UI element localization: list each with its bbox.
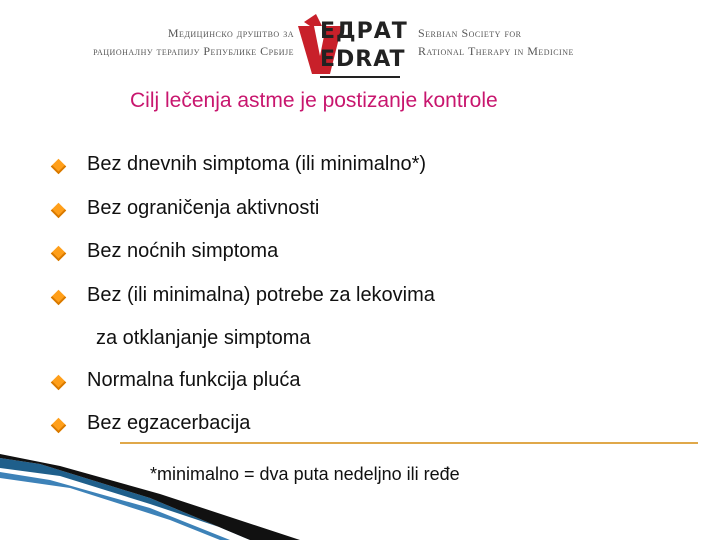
sedrat-logo <box>296 12 408 78</box>
org-name-serbian-line2: рационалну терапију Републике Србије <box>93 44 294 58</box>
bullet-item <box>50 153 670 183</box>
bullet-text: Bez ograničenja aktivnosti <box>87 197 320 219</box>
bullet-item <box>50 240 670 270</box>
org-name-serbian-line1: Медицинско друштво за <box>167 26 294 40</box>
diamond-bullet-icon <box>51 203 67 219</box>
logo-text-cyrillic: ЕДРАТ <box>320 19 408 44</box>
slide-title: Cilj lečenja astme je postizanje kontrole <box>130 89 498 112</box>
org-name-english <box>418 24 618 60</box>
bullet-text: Bez dnevnih simptoma (ili minimalno*) <box>87 153 427 175</box>
logo-text-latin: EDRAT <box>320 47 406 72</box>
divider-line <box>120 442 698 444</box>
diamond-bullet-icon <box>51 159 67 175</box>
bullet-continuation: za otklanjanje simptoma <box>96 327 311 349</box>
org-name-serbian <box>68 24 294 60</box>
diamond-bullet-icon <box>51 290 67 306</box>
bullet-text: Bez noćnih simptoma <box>87 240 279 262</box>
decorative-swoosh <box>0 448 320 540</box>
header-band <box>0 0 720 90</box>
footnote: *minimalno = dva puta nedeljno ili ređe <box>150 464 460 484</box>
bullet-item <box>50 412 670 442</box>
bullet-text: Bez (ili minimalna) potrebe za lekovima <box>87 284 435 306</box>
org-name-english-line1: Serbian Society for <box>418 26 522 40</box>
bullet-item <box>50 369 670 399</box>
diamond-bullet-icon <box>51 375 67 391</box>
bullet-text: Normalna funkcija pluća <box>87 369 301 391</box>
org-name-english-line2: Rational Therapy in Medicine <box>418 44 574 58</box>
bullet-text: Bez egzacerbacija <box>87 412 251 434</box>
diamond-bullet-icon <box>51 418 67 434</box>
bullet-item <box>50 284 670 314</box>
bullet-item <box>50 197 670 227</box>
diamond-bullet-icon <box>51 246 67 262</box>
